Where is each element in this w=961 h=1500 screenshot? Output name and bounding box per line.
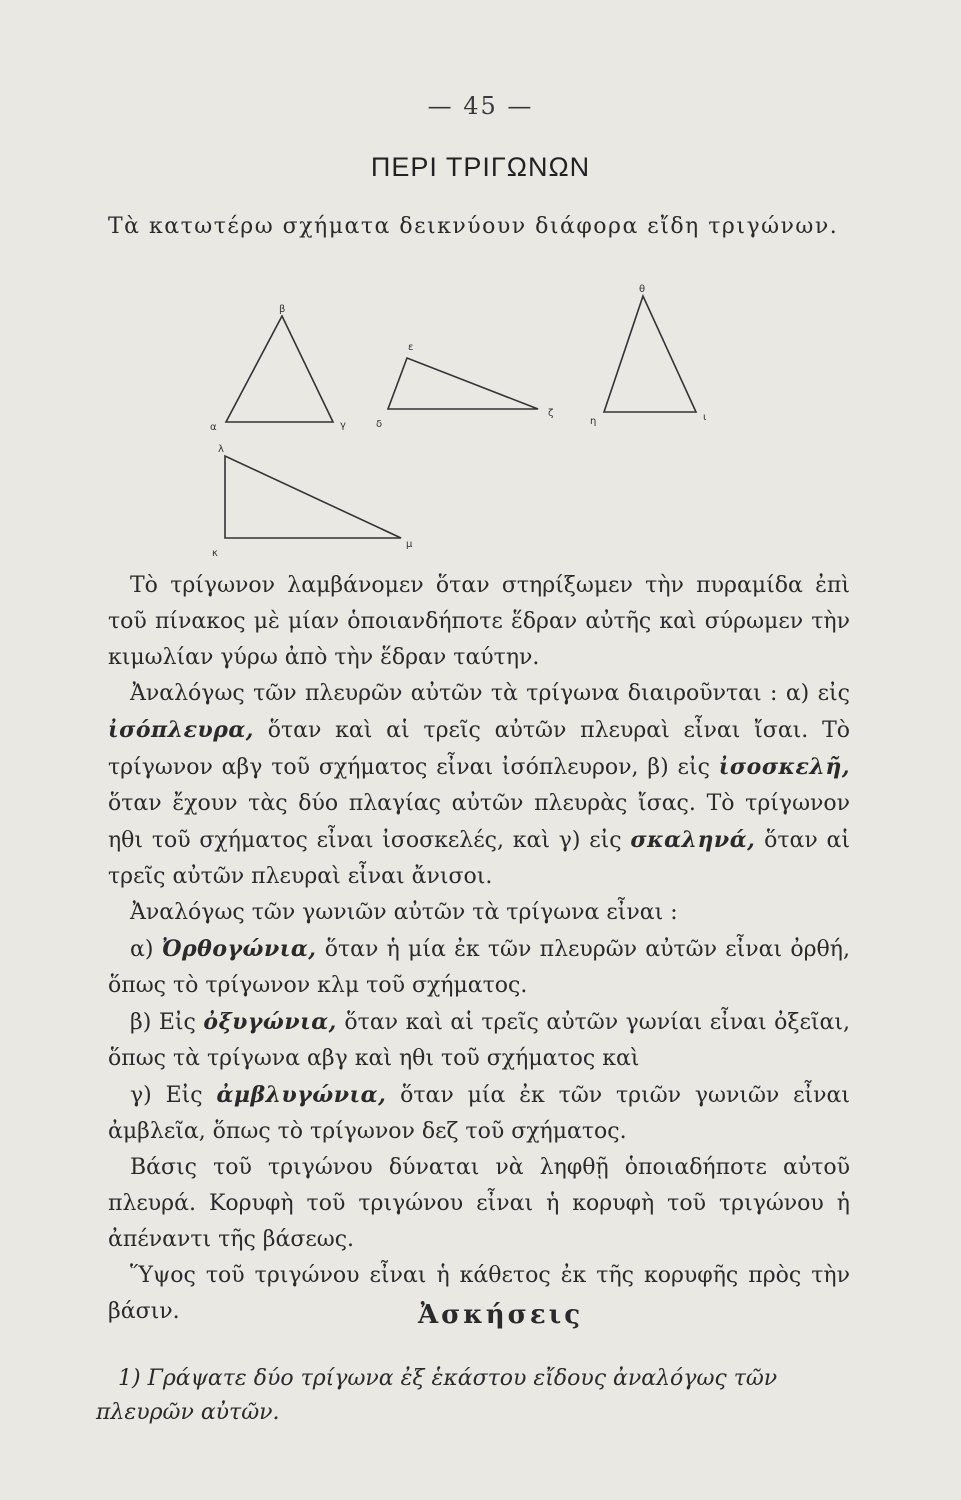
label-delta: δ [376,419,383,430]
term-right: Ὀρθογώνια, [161,936,317,962]
triangle-figures [0,270,961,570]
paragraph-acute: β) Εἰς ὀξυγώνια, ὅταν καὶ αἱ τρεῖς αὐτῶν γωνίαι εἶναι ὀξεῖαι, ὅπως τὰ τρίγωνα αβγ καὶ ηθι τοῦ σχήματος καὶ [108,1009,851,1071]
term-isosceles: ἰσοσκελῆ, [718,754,850,780]
label-epsilon: ε [408,342,414,353]
label-lambda: λ [218,444,224,455]
paragraph-pyramid: Τὸ τρίγωνον λαμβάνομεν ὅταν στηρίξωμεν τὴν πυραμίδα ἐπὶ τοῦ πίνακος μὲ μίαν ὁποιανδήποτε ἕδραν αὐτῆς καὶ σύρωμεν τὴν κιμωλίαν γύρω ἀπὸ τὴν ἕδραν ταύτην. [108,573,850,670]
paragraph-base: Βάσις τοῦ τριγώνου δύναται νὰ ληφθῇ ὁποιαδήποτε αὐτοῦ πλευρά. Κορυφὴ τοῦ τριγώνου εἶναι ἡ κορυφὴ τοῦ τριγώνου ἡ ἀπέναντι τῆς βάσεως. [108,1155,850,1252]
intro-text: Τὰ κατωτέρω σχήματα δεικνύουν διάφορα εἴδη τριγώνων. [108,214,839,239]
term-equilateral: ἰσόπλευρα, [108,717,254,743]
paragraph-right: α) Ὀρθογώνια, ὅταν ἡ μία ἐκ τῶν πλευρῶν αὐτῶν εἶναι ὀρθή, ὅπως τὸ τρίγωνον κλμ τοῦ σχήματος. [108,936,850,998]
scalene-triangle [388,358,538,409]
paragraph-height: Ὕψος τοῦ τριγώνου εἶναι ἡ κάθετος ἐκ τῆς κορυφῆς πρὸς τὴν βάσιν. [108,1263,850,1324]
exercises-heading: Ἀσκήσεις [417,1300,584,1330]
label-kappa: κ [212,548,218,559]
label-iota: ι [703,412,707,423]
page-number: — 45 — [427,92,534,120]
label-mu: μ [406,539,413,550]
label-eta: η [590,416,597,427]
paragraph-obtuse: γ) Εἰς ἀμβλυγώνια, ὅταν μία ἐκ τῶν τριῶν γωνιῶν εἶναι ἀμβλεῖα, ὅπως τὸ τρίγωνον δεζ τοῦ σχήματος. [108,1082,851,1144]
right-triangle [225,456,401,538]
body-text [108,568,850,1330]
paragraph-angles: Ἀναλόγως τῶν γωνιῶν αὐτῶν τὰ τρίγωνα εἶναι : [130,900,678,925]
label-zeta: ζ [548,408,554,419]
label-gamma: γ [340,420,346,431]
isosceles-triangle [604,296,696,412]
term-obtuse: ἀμβλυγώνια, [216,1082,387,1108]
exercise-line-2: πλευρῶν αὐτῶν. [96,1400,280,1425]
label-alpha: α [210,422,217,433]
label-beta: β [279,304,286,315]
equilateral-triangle [226,316,333,422]
term-acute: ὀξυγώνια, [203,1009,337,1035]
exercise-item [96,1362,858,1430]
term-scalene: σκαληνά, [630,827,756,853]
paragraph-sides: Ἀναλόγως τῶν πλευρῶν αὐτῶν τὰ τρίγωνα διαιροῦνται : α) εἰς ἰσόπλευρα, ὅταν καὶ αἱ τρεῖς αὐτῶν πλευραὶ εἶναι ἴσαι. Τὸ τρίγωνον αβγ τοῦ σχήματος εἶναι ἰσόπλευρον, β) εἰς ἰσοσκελῆ, ὅταν ἔχουν τὰς δύο πλαγίας αὐτῶν πλευρὰς ἴσας. Τὸ τρίγωνον ηθι τοῦ σχήματος εἶναι ἰσοσκελές, καὶ γ) εἰς σκαληνά, ὅταν αἱ τρεῖς αὐτῶν πλευραὶ εἶναι ἄνισοι. [108,681,850,889]
label-theta: θ [639,284,646,295]
exercise-line-1: 1) Γράψατε δύο τρίγωνα ἐξ ἑκάστου εἴδους ἀναλόγως τῶν [118,1366,778,1391]
page-title: ΠΕΡΙ ΤΡΙΓΩΝΩΝ [370,152,591,182]
